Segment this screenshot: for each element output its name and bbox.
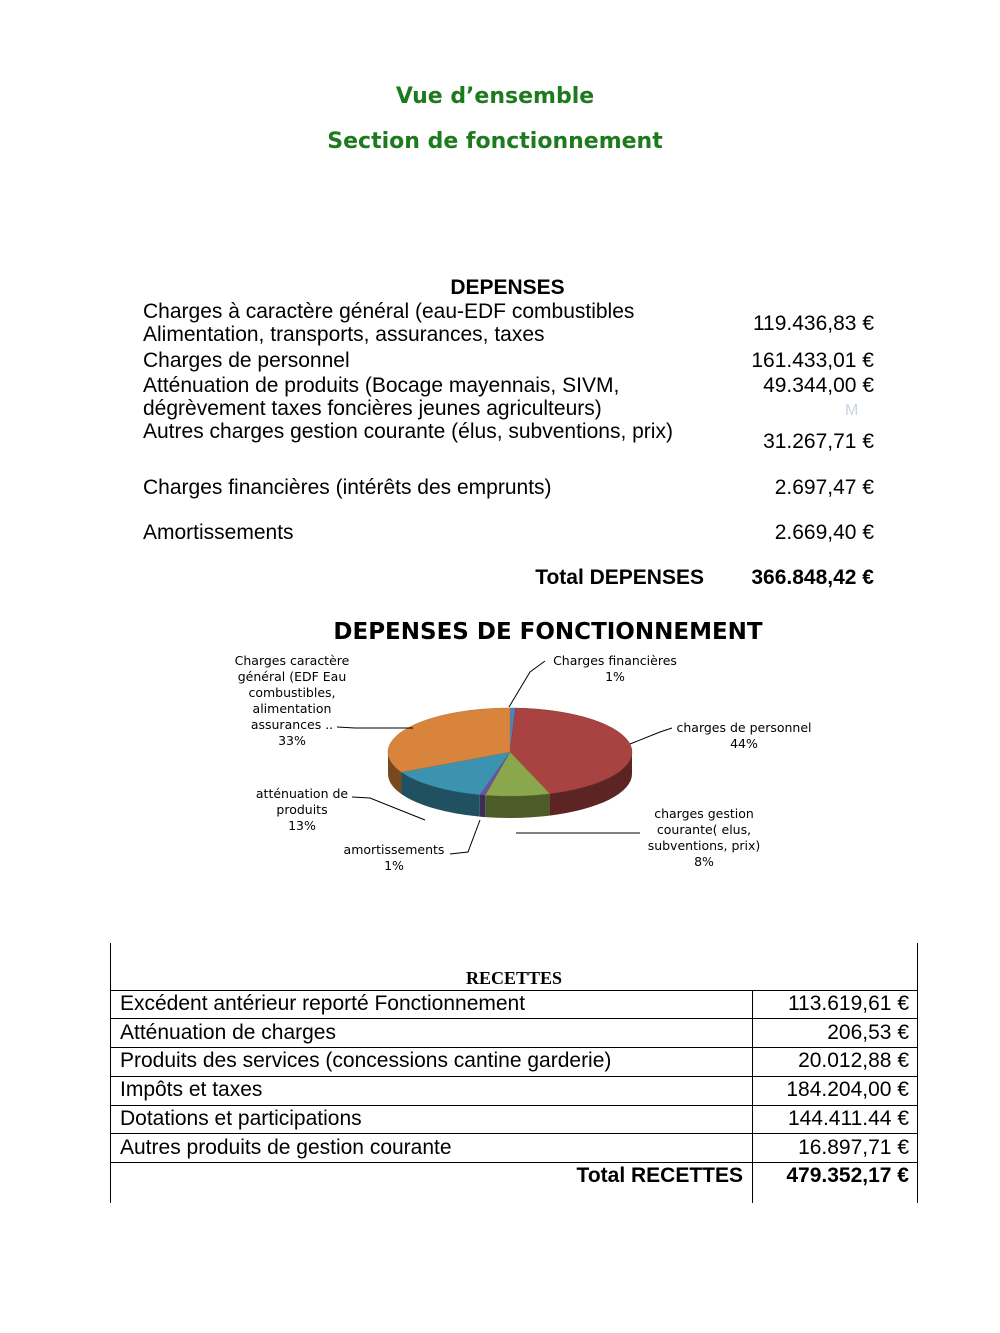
- page-subtitle: Section de fonctionnement: [327, 129, 663, 154]
- recettes-label: Autres produits de gestion courante: [120, 1136, 452, 1159]
- recettes-label: Dotations et participations: [120, 1107, 362, 1130]
- pie-leader-line: [630, 728, 672, 744]
- recettes-value: 16.897,71 €: [798, 1136, 909, 1159]
- depenses-value: 2.697,47 €: [774, 476, 874, 499]
- recettes-label: Excédent antérieur reporté Fonctionnement: [120, 992, 526, 1015]
- depenses-total-label: Total DEPENSES: [535, 566, 704, 589]
- depenses-heading: DEPENSES: [450, 276, 565, 299]
- pie-slice-label: Charges caractère général (EDF Eau combustibles, alimentation assurances .. 33%: [234, 653, 350, 748]
- depenses-label: Charges à caractère général (eau-EDF combustibles Alimentation, transports, assurances, taxes: [143, 300, 635, 346]
- recettes-value: 144.411.44 €: [787, 1107, 909, 1130]
- recettes-value: 113.619,61 €: [787, 992, 909, 1015]
- depenses-label: Amortissements: [143, 521, 294, 544]
- pie-leader-line: [337, 727, 413, 728]
- recettes-label: Produits des services (concessions cantine garderie): [120, 1049, 612, 1072]
- depenses-value: 2.669,40 €: [774, 521, 874, 544]
- depenses-value: 161.433,01 €: [751, 349, 874, 372]
- recettes-total-value: 479.352,17 €: [786, 1164, 909, 1187]
- pie-slice-label: charges de personnel 44%: [676, 720, 812, 751]
- table-column-divider: [752, 990, 753, 1203]
- pie-slice-label: amortissements 1%: [343, 842, 445, 873]
- depenses-value: 31.267,71 €: [763, 430, 874, 453]
- watermark-mark: M: [845, 402, 859, 419]
- pie-slice-side: [485, 794, 549, 818]
- depenses-label: Charges financières (intérêts des emprunts): [143, 476, 552, 499]
- recettes-value: 206,53 €: [827, 1021, 909, 1044]
- pie-leader-line: [450, 820, 480, 854]
- pie-chart: [220, 612, 840, 882]
- chart-title: DEPENSES DE FONCTIONNEMENT: [333, 619, 763, 645]
- pie-leader-line: [509, 661, 545, 707]
- depenses-value: 49.344,00 €: [763, 374, 874, 397]
- recettes-label: Impôts et taxes: [120, 1078, 263, 1101]
- depenses-total-value: 366.848,42 €: [751, 566, 874, 589]
- recettes-total-label: Total RECETTES: [576, 1164, 743, 1187]
- recettes-value: 184.204,00 €: [786, 1078, 909, 1101]
- depenses-value: 119.436,83 €: [752, 312, 874, 335]
- recettes-heading: RECETTES: [465, 968, 563, 988]
- recettes-label: Atténuation de charges: [120, 1021, 336, 1044]
- pie-top-slices: [388, 708, 632, 796]
- page-title: Vue d’ensemble: [395, 84, 595, 109]
- pie-slice-label: charges gestion courante( elus, subventions, prix) 8%: [647, 806, 761, 869]
- recettes-value: 20.012,88 €: [798, 1049, 909, 1072]
- pie-slice-label: atténuation de produits 13%: [255, 786, 349, 833]
- pie-slice-side: [480, 795, 485, 817]
- depenses-label: Atténuation de produits (Bocage mayennais, SIVM, dégrèvement taxes foncières jeunes agriculteurs): [143, 374, 620, 420]
- depenses-label: Charges de personnel: [143, 349, 350, 372]
- pie-slice-label: Charges financières 1%: [553, 653, 677, 684]
- depenses-label: Autres charges gestion courante (élus, subventions, prix): [143, 420, 673, 443]
